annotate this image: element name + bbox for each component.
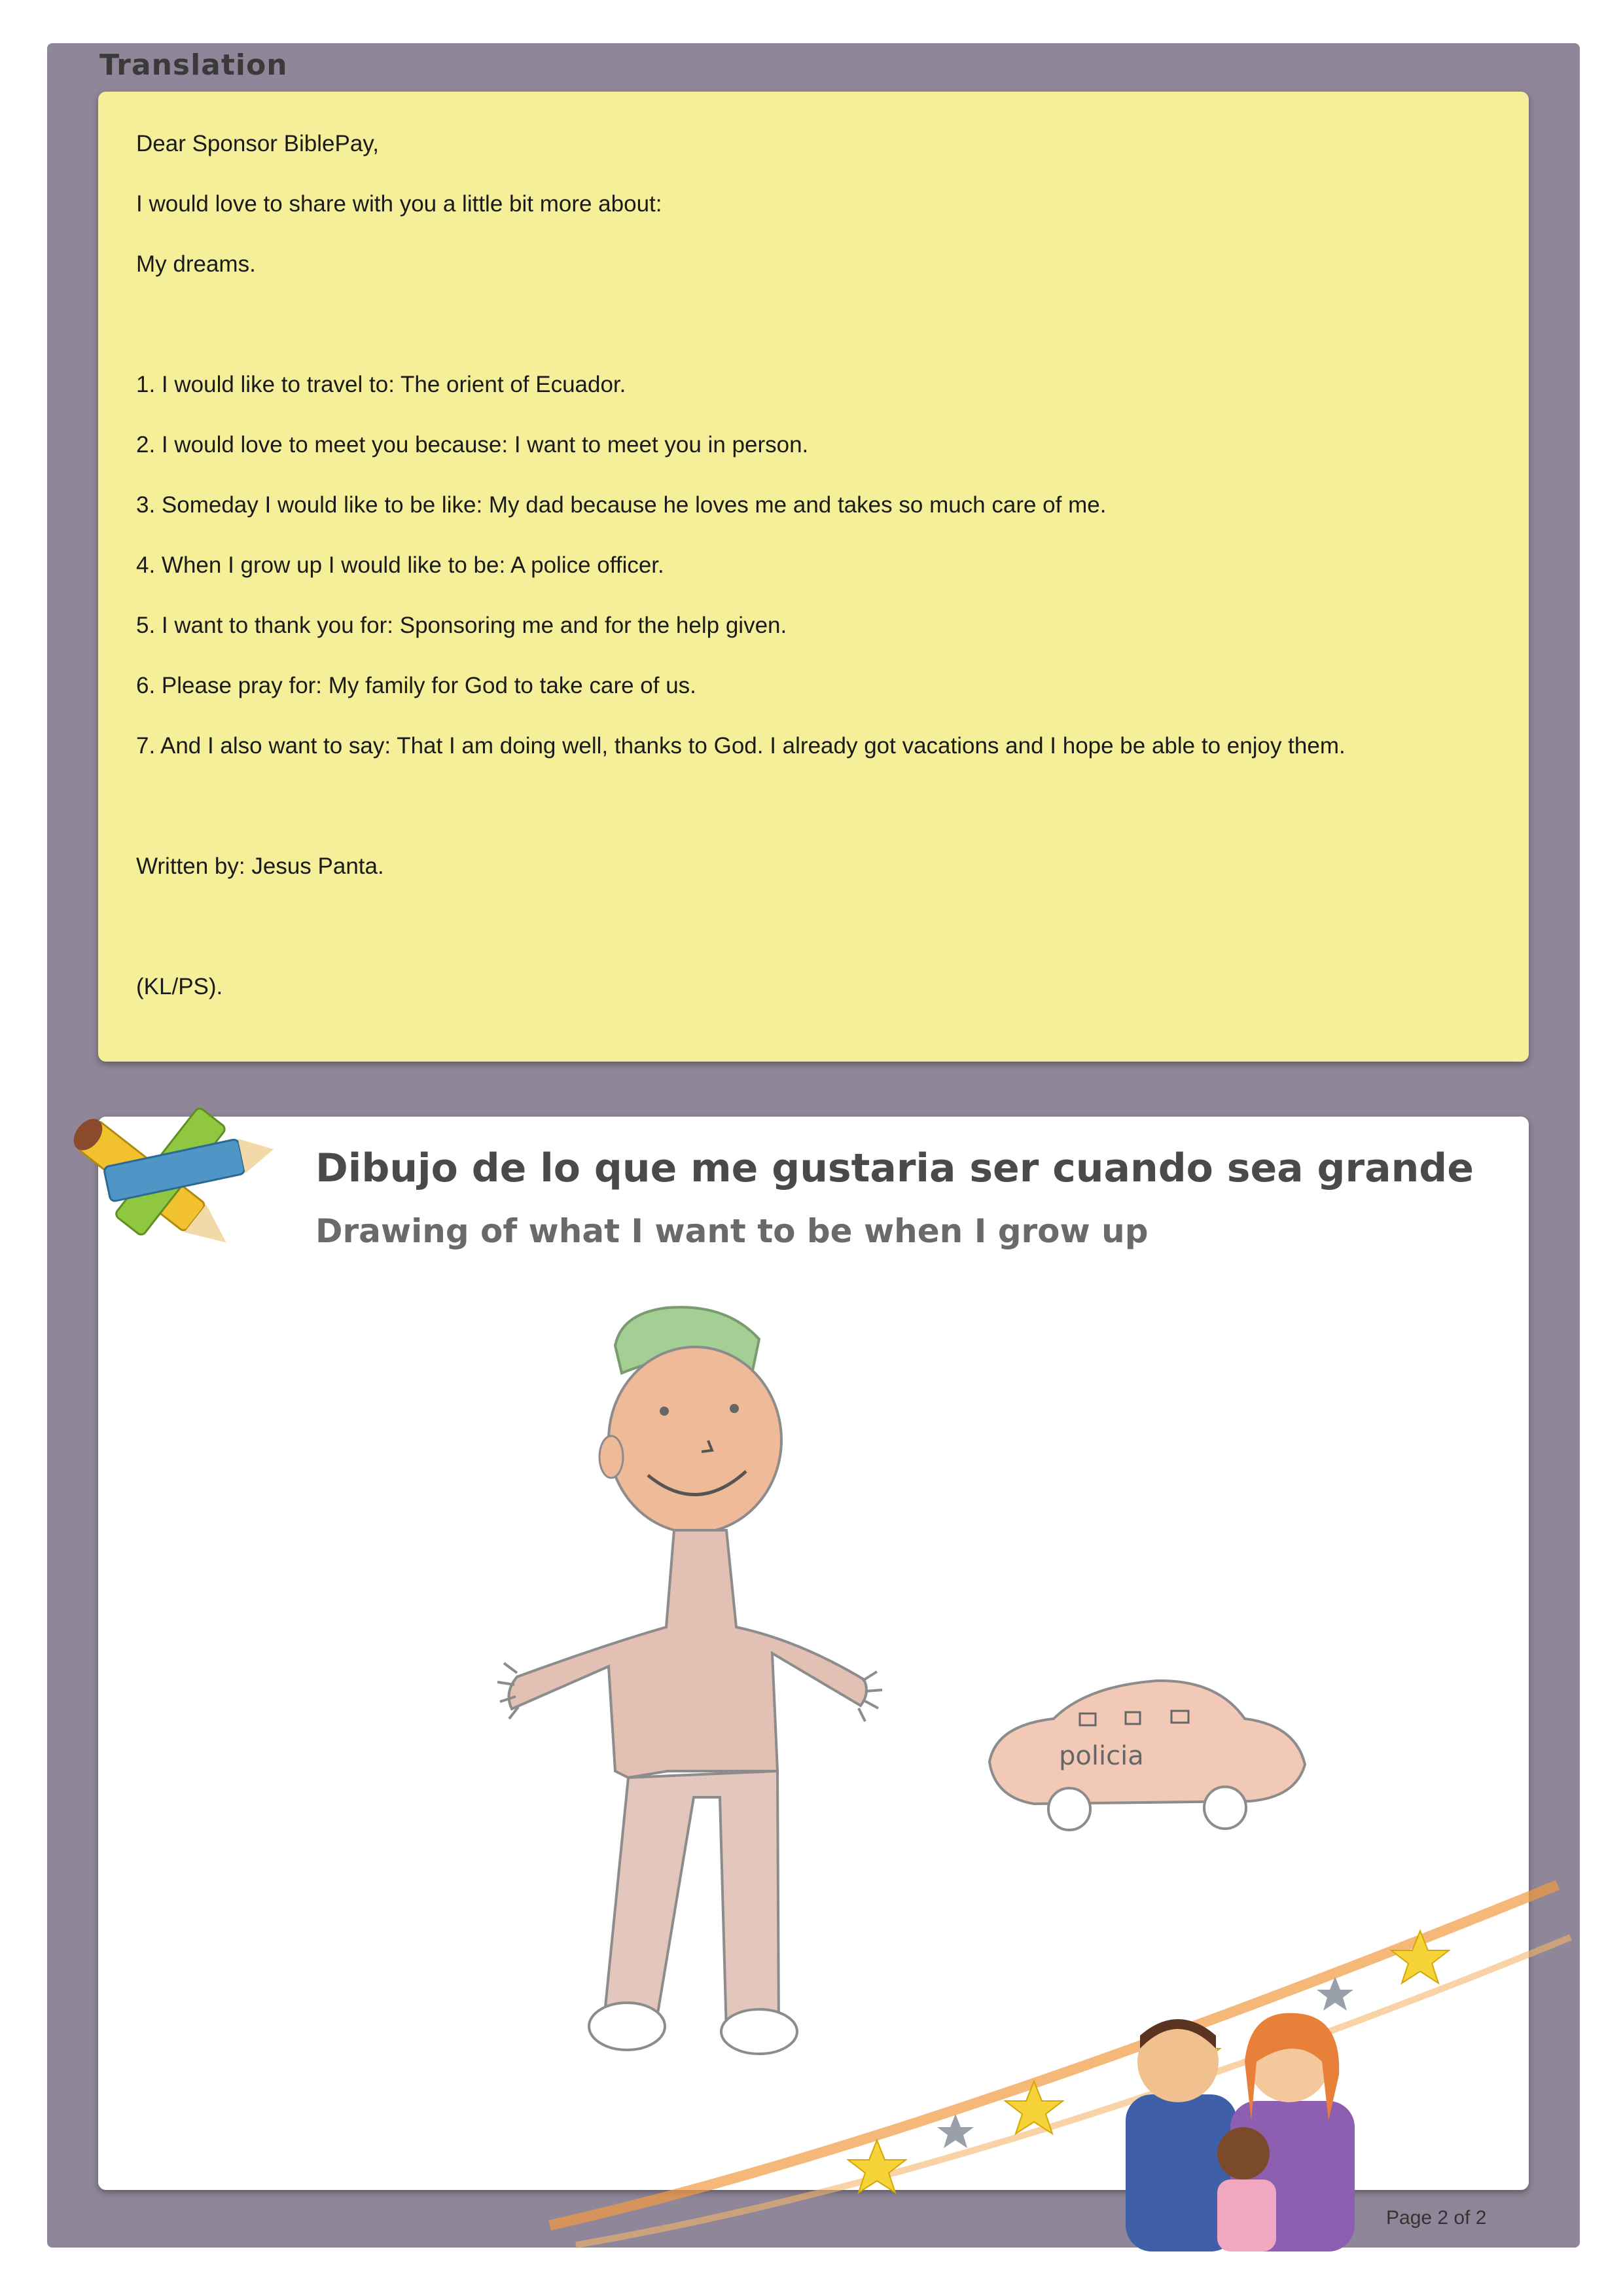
drawing-heading-spanish: Dibujo de lo que me gustaria ser cuando sea grande — [315, 1145, 1474, 1191]
translation-card — [98, 92, 1529, 1062]
stars-decoration — [537, 1833, 1584, 2251]
letter-signature: Written by: Jesus Panta. — [136, 853, 384, 879]
car-label: policia — [1059, 1741, 1144, 1771]
letter-item: 5. I want to thank you for: Sponsoring me and for the help given. — [136, 613, 787, 638]
letter-item: 6. Please pray for: My family for God to take care of us. — [136, 673, 696, 698]
police-car-drawing — [990, 1681, 1305, 1830]
letter-item: 3. Someday I would like to be like: My dad because he loves me and takes so much care of me. — [136, 492, 1107, 518]
letter-item: 4. When I grow up I would like to be: A police officer. — [136, 552, 664, 578]
letter-item: 2. I would love to meet you because: I want to meet you in person. — [136, 432, 809, 457]
letter-item: 7. And I also want to say: That I am doing well, thanks to God. I already got vacations and I hope be able to enjoy them. — [136, 733, 1346, 759]
letter-topic: My dreams. — [136, 251, 256, 277]
letter-item: 1. I would like to travel to: The orient of Ecuador. — [136, 372, 626, 397]
section-title: Translation — [99, 48, 288, 82]
letter-intro: I would love to share with you a little bit more about: — [136, 191, 662, 217]
page-number: Page 2 of 2 — [1386, 2207, 1487, 2229]
family-illustration — [1099, 1990, 1414, 2278]
pencils-icon — [60, 1073, 283, 1263]
drawing-heading-english: Drawing of what I want to be when I grow up — [315, 1212, 1149, 1250]
letter-initials: (KL/PS). — [136, 974, 223, 999]
letter-greeting: Dear Sponsor BiblePay, — [136, 131, 379, 156]
